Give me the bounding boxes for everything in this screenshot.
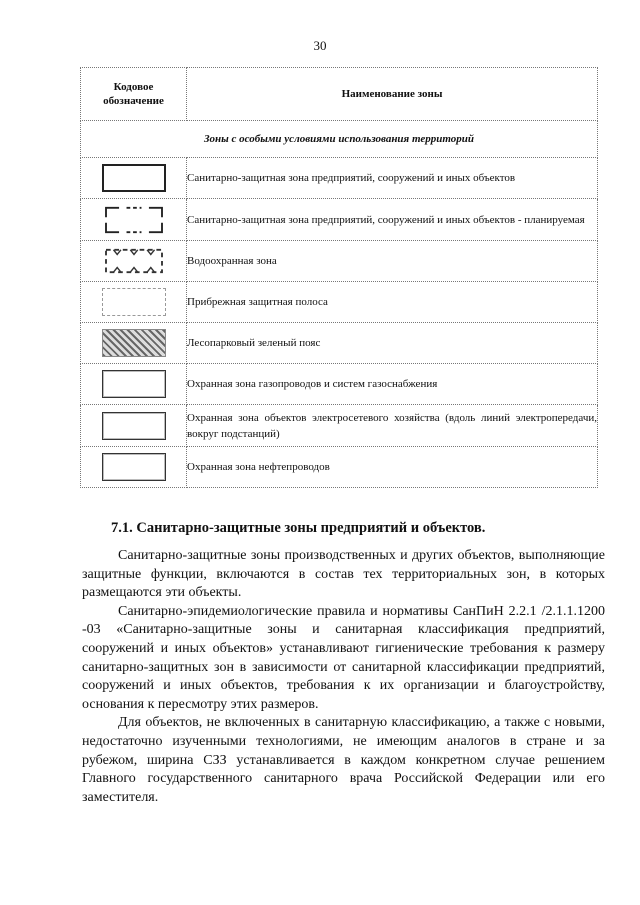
solid-black-rectangle-symbol [102,164,166,192]
broken-corner-rectangle-symbol [102,206,166,234]
zone-name: Охранная зона газопроводов и систем газоснабжения [187,364,598,405]
table-row [81,405,598,447]
header-code-line2: обозначение [103,95,164,107]
page-number: 30 [313,38,327,53]
zone-name: Водоохранная зона [187,241,598,282]
code-cell [81,199,187,241]
zone-name: Охранная зона нефтепроводов [187,447,598,488]
code-cell [81,447,187,488]
code-cell [81,405,187,447]
table-row [81,199,598,241]
table-row [81,241,598,282]
code-cell [81,282,187,323]
code-cell [81,364,187,405]
header-code-cell [81,68,187,121]
section-heading: 7.1. Санитарно-защитные зоны предприятий и объектов. [111,520,486,536]
table-row [81,158,598,199]
section-body [82,547,605,807]
paragraph: Для объектов, не включенных в санитарную классификацию, а также с новыми, недостаточно изученными технологиями, не имеющим аналогов в стране и за рубежом, ширина СЗЗ устанавливается в каждом конкретном случае решением Главного государственного санитарного врача Российской Федерации или его заместителя. [82,715,605,805]
double-line-rectangle-symbol [102,370,166,398]
header-code-line1: Кодовое [113,81,154,93]
zone-name: Охранная зона объектов электросетевого хозяйства (вдоль линий электропередачи, вокруг подстанций) [187,405,598,447]
table-header-row [81,68,598,121]
table-row [81,364,598,405]
code-cell [81,158,187,199]
table-row [81,447,598,488]
section-title: Зоны с особыми условиями использования территорий [81,121,598,158]
table-row [81,282,598,323]
light-dashed-rectangle-symbol [102,288,166,316]
double-line-rectangle-symbol [102,412,166,440]
paragraph: Санитарно-защитные зоны производственных и других объектов, выполняющие защитные функции, включаются в состав тех территориальных зон, в которых размещаются эти объекты. [82,548,605,601]
zones-legend-table [80,67,598,488]
zone-name: Санитарно-защитная зона предприятий, сооружений и иных объектов - планируемая [187,199,598,241]
double-line-rectangle-symbol [102,453,166,481]
header-name-cell: Наименование зоны [187,68,598,121]
diagonal-hatch-fill-symbol [102,329,166,357]
zone-name: Прибрежная защитная полоса [187,282,598,323]
zone-name: Лесопарковый зеленый пояс [187,323,598,364]
paragraph: Санитарно-эпидемиологические правила и нормативы СанПиН 2.2.1 /2.1.1.1200 -03 «Санитарно-защитные зоны и санитарная классификация предприятий, сооружений и иных объектов» устанавливают гигиенические требования к размеру санитарно-защитных зон в зависимости от санитарной классификации предприятий, сооружений и иных объектов, требования к их организации и благоустройству, основания к пересмотру этих размеров. [82,603,605,712]
table-row [81,323,598,364]
zone-name: Санитарно-защитная зона предприятий, сооружений и иных объектов [187,158,598,199]
section-row [81,121,598,158]
code-cell [81,323,187,364]
code-cell [81,241,187,282]
hatched-dashed-rectangle-symbol [102,247,166,275]
